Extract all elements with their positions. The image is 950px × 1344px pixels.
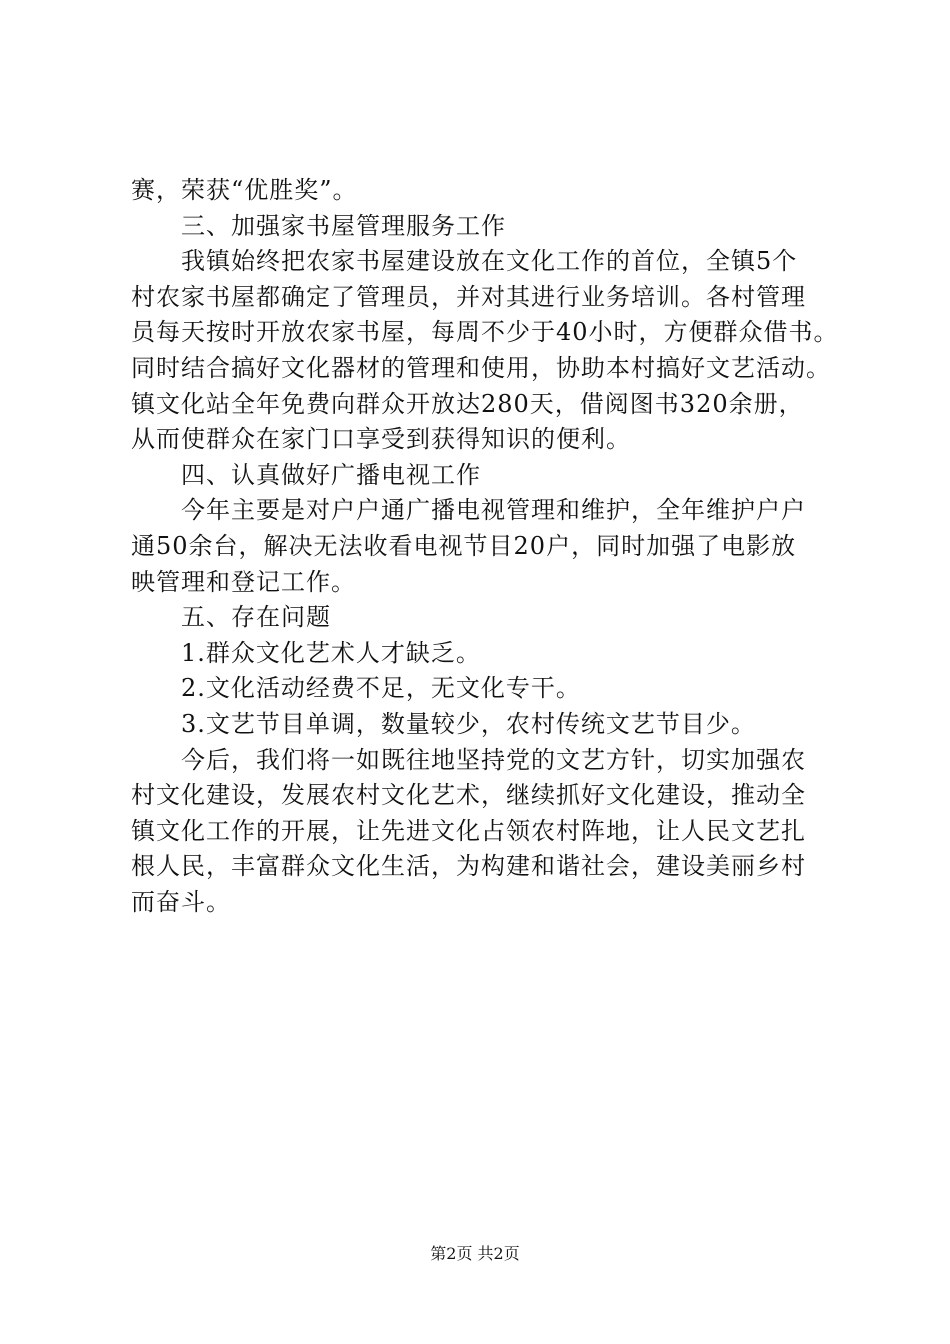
text-line: 从而使群众在家门口享受到获得知识的便利。 <box>131 425 631 454</box>
page-footer <box>0 1244 950 1264</box>
text-line: 今后，我们将一如既往地坚持党的文艺方针，切实加强农 <box>181 745 806 774</box>
list-item: 3.文艺节目单调，数量较少，农村传统文艺节目少。 <box>181 709 756 738</box>
document-body <box>131 173 851 920</box>
text-line: 同时结合搞好文化器材的管理和使用，协助本村搞好文艺活动。 <box>131 353 831 382</box>
text-line: 赛，荣获“优胜奖”。 <box>131 176 358 204</box>
section-heading: 四、认真做好广播电视工作 <box>181 460 481 489</box>
list-item: 2.文化活动经费不足，无文化专干。 <box>181 674 581 703</box>
text-line: 根人民，丰富群众文化生活，为构建和谐社会，建设美丽乡村 <box>131 852 806 881</box>
text-line: 镇文化工作的开展，让先进文化占领农村阵地，让人民文艺扎 <box>131 816 806 845</box>
list-item: 1.群众文化艺术人才缺乏。 <box>181 638 481 667</box>
text-line: 今年主要是对户户通广播电视管理和维护，全年维护户户 <box>181 496 806 525</box>
text-line: 村文化建设，发展农村文化艺术，继续抓好文化建设，推动全 <box>131 781 806 810</box>
text-line: 而奋斗。 <box>131 887 231 916</box>
text-line: 通50余台，解决无法收看电视节目20户，同时加强了电影放 <box>131 531 797 560</box>
text-line: 我镇始终把农家书屋建设放在文化工作的首位，全镇5个 <box>181 247 798 276</box>
section-heading: 三、加强家书屋管理服务工作 <box>181 211 506 240</box>
text-line: 映管理和登记工作。 <box>131 567 356 596</box>
text-line: 员每天按时开放农家书屋，每周不少于40小时，方便群众借书。 <box>131 318 839 347</box>
text-line: 镇文化站全年免费向群众开放达280天，借阅图书320余册， <box>131 389 804 418</box>
text-line: 村农家书屋都确定了管理员，并对其进行业务培训。各村管理 <box>131 282 806 311</box>
page-number-label: 第2页 共2页 <box>430 1244 520 1263</box>
section-heading: 五、存在问题 <box>181 603 331 632</box>
